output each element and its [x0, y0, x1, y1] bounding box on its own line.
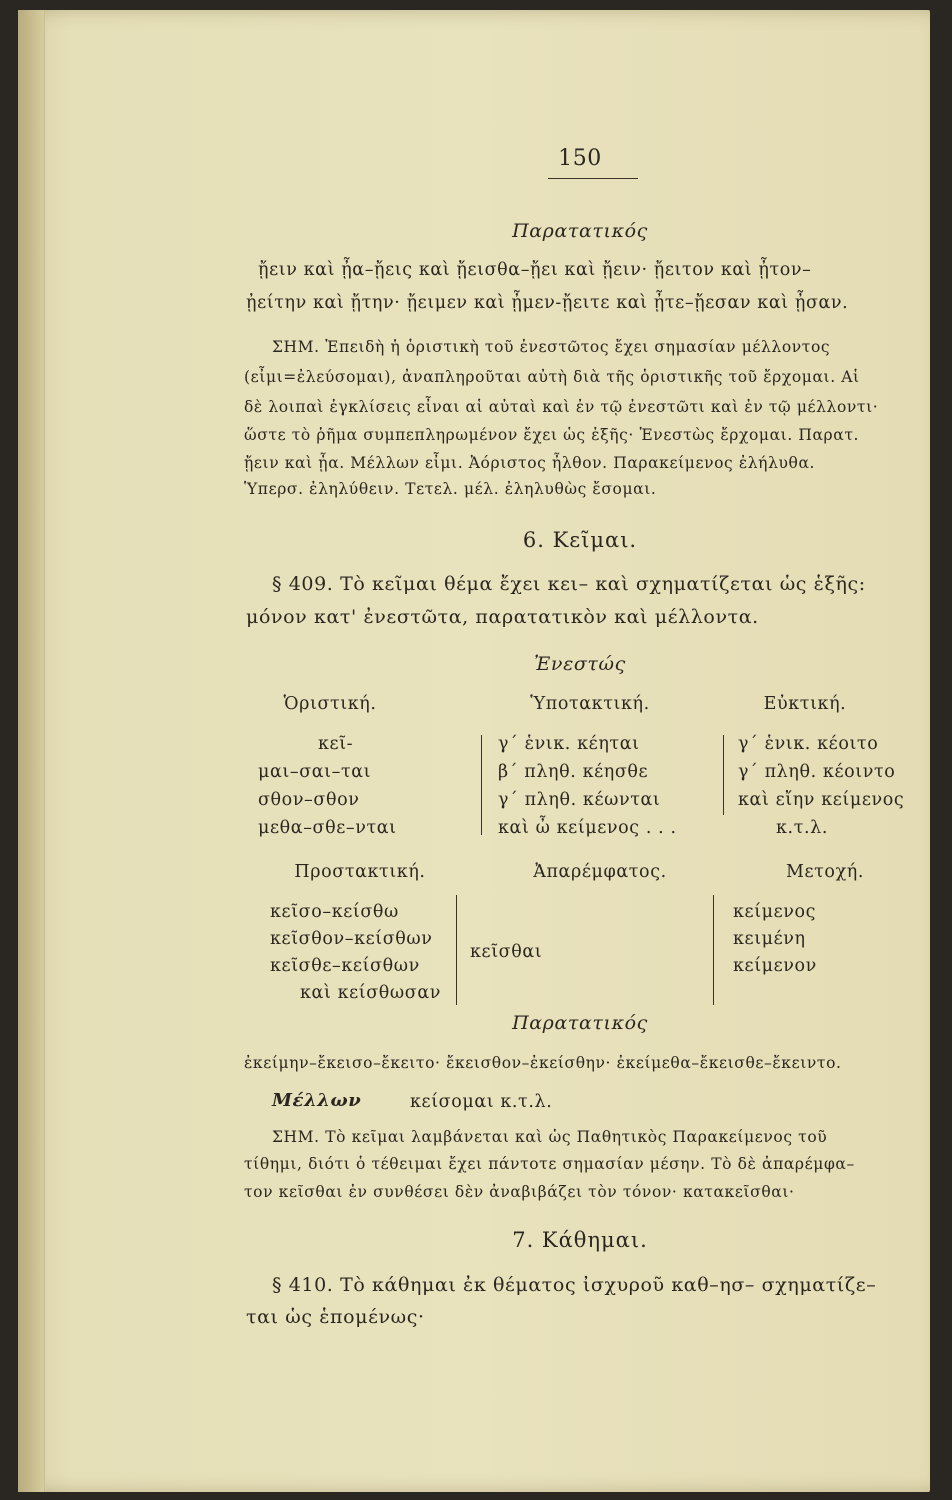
- participle-line-3: κείμενον: [733, 956, 817, 976]
- imperfect-line-2: ᾐείτην καὶ ᾔτην· ᾔειμεν καὶ ᾖμεν-ᾔειτε καὶ ᾖτε–ᾔεσαν καὶ ᾖσαν.: [246, 293, 849, 313]
- note2-line-1: ΣΗΜ. Τὸ κεῖμαι λαμβάνεται καὶ ὡς Παθητικὸς Παρακείμενος τοῦ: [272, 1128, 828, 1146]
- note1-line-6: Ὑπερσ. ἐληλύθειν. Τετελ. μέλ. ἐληλυθὼς ἔσομαι.: [244, 480, 657, 498]
- present-heading: Ἐνεστώς: [534, 653, 626, 675]
- optative-line-1: γ΄ ἑνικ. κέοιτο: [738, 734, 879, 754]
- imperfect2-heading: Παρατατικός: [512, 1012, 648, 1034]
- subjunctive-title: Ὑποτακτική.: [530, 694, 650, 714]
- imperfect-heading: Παρατατικός: [512, 220, 648, 242]
- imperative-title: Προστακτική.: [294, 862, 426, 882]
- page-number-rule: [548, 178, 638, 179]
- imperative-line-2: κεῖσθον–κείσθων: [270, 929, 433, 949]
- subjunctive-line-3: γ΄ πληθ. κέωνται: [498, 790, 661, 810]
- page-spine-edge: [18, 10, 45, 1492]
- participle-line-1: κείμενος: [733, 902, 817, 922]
- note2-line-3: τον κεῖσθαι ἐν συνθέσει δὲν ἀναβιβάζει τὸν τόνον· κατακεῖσθαι·: [244, 1183, 795, 1201]
- infinitive-line-1: κεῖσθαι: [470, 942, 543, 962]
- participle-title: Μετοχή.: [785, 862, 865, 882]
- note1-line-5: ᾔειν καὶ ᾖα. Μέλλων εἶμι. Ἀόριστος ἦλθον. Παρακείμενος ἐλήλυθα.: [244, 454, 816, 472]
- future-value: κείσομαι κ.τ.λ.: [410, 1092, 553, 1112]
- optative-line-2: γ΄ πληθ. κέοιντο: [738, 762, 896, 782]
- subjunctive-line-2: β΄ πληθ. κέησθε: [498, 762, 649, 782]
- note1-line-2: (εἶμι=ἐλεύσομαι), ἀναπληροῦται αὐτὴ διὰ τῆς ὁριστικῆς τοῦ ἔρχομαι. Αἱ: [244, 368, 860, 386]
- future-label: Μέλλων: [272, 1090, 362, 1111]
- column-divider-3: [456, 895, 457, 1005]
- infinitive-title: Ἀπαρέμφατος.: [533, 862, 667, 882]
- imperative-line-3: κεῖσθε–κείσθων: [270, 956, 420, 976]
- imperative-line-1: κεῖσο–κείσθω: [270, 902, 399, 922]
- page-number: 150: [558, 146, 602, 171]
- para410-line-1: § 410. Τὸ κάθημαι ἐκ θέματος ἰσχυροῦ καθ–ησ– σχηματίζε–: [272, 1274, 877, 1296]
- optative-line-3: καὶ εἴην κείμενος: [738, 790, 905, 810]
- indicative-line-4: μεθα–σθε–νται: [258, 818, 397, 838]
- subjunctive-line-4: καὶ ὦ κείμενος . . .: [498, 818, 677, 838]
- section7-title: 7. Κάθημαι.: [512, 1228, 648, 1252]
- indicative-line-1: κεῖ-: [318, 734, 354, 754]
- column-divider-2: [723, 735, 724, 815]
- participle-line-2: κειμένη: [733, 929, 806, 949]
- para410-line-2: ται ὡς ἑπομένως·: [246, 1306, 425, 1328]
- note2-line-2: τίθημι, διότι ὁ τέθειμαι ἔχει πάντοτε σημασίαν μέσην. Τὸ δὲ ἀπαρέμφα–: [244, 1155, 855, 1173]
- column-divider-1: [481, 735, 482, 835]
- indicative-title: Ὁριστική.: [283, 694, 377, 714]
- optative-line-4: κ.τ.λ.: [776, 818, 828, 838]
- imperfect2-line: ἐκείμην–ἔκεισο–ἔκειτο· ἔκεισθον–ἐκείσθην· ἐκείμεθα–ἔκεισθε–ἔκειντο.: [244, 1054, 842, 1072]
- column-divider-4: [713, 895, 714, 1005]
- subjunctive-line-1: γ΄ ἑνικ. κέηται: [498, 734, 640, 754]
- note1-line-3: δὲ λοιπαὶ ἐγκλίσεις εἶναι αἱ αὐταὶ καὶ ἐν τῷ ἐνεστῶτι καὶ ἐν τῷ μέλλοντι·: [244, 398, 879, 416]
- optative-title: Εὐκτική.: [763, 694, 847, 714]
- section6-title: 6. Κεῖμαι.: [522, 528, 638, 552]
- indicative-line-3: σθον–σθον: [258, 790, 360, 810]
- para409-line-2: μόνον κατ' ἐνεστῶτα, παρατατικὸν καὶ μέλλοντα.: [246, 606, 759, 628]
- imperative-line-4: καὶ κείσθωσαν: [300, 983, 441, 1003]
- note1-line-1: ΣΗΜ. Ἐπειδὴ ἡ ὁριστικὴ τοῦ ἐνεστῶτος ἔχει σημασίαν μέλλοντος: [272, 338, 831, 356]
- imperfect-line-1: ᾔειν καὶ ᾖα–ᾔεις καὶ ᾔεισθα–ᾔει καὶ ᾔειν· ᾔειτον καὶ ᾖτον–: [258, 260, 812, 280]
- indicative-line-2: μαι–σαι–ται: [258, 762, 372, 782]
- note1-line-4: ὥστε τὸ ῥῆμα συμπεπληρωμένον ἔχει ὡς ἑξῆς· Ἐνεστὼς ἔρχομαι. Παρατ.: [244, 426, 860, 444]
- para409-line-1: § 409. Τὸ κεῖμαι θέμα ἔχει κει– καὶ σχηματίζεται ὡς ἑξῆς:: [272, 573, 866, 595]
